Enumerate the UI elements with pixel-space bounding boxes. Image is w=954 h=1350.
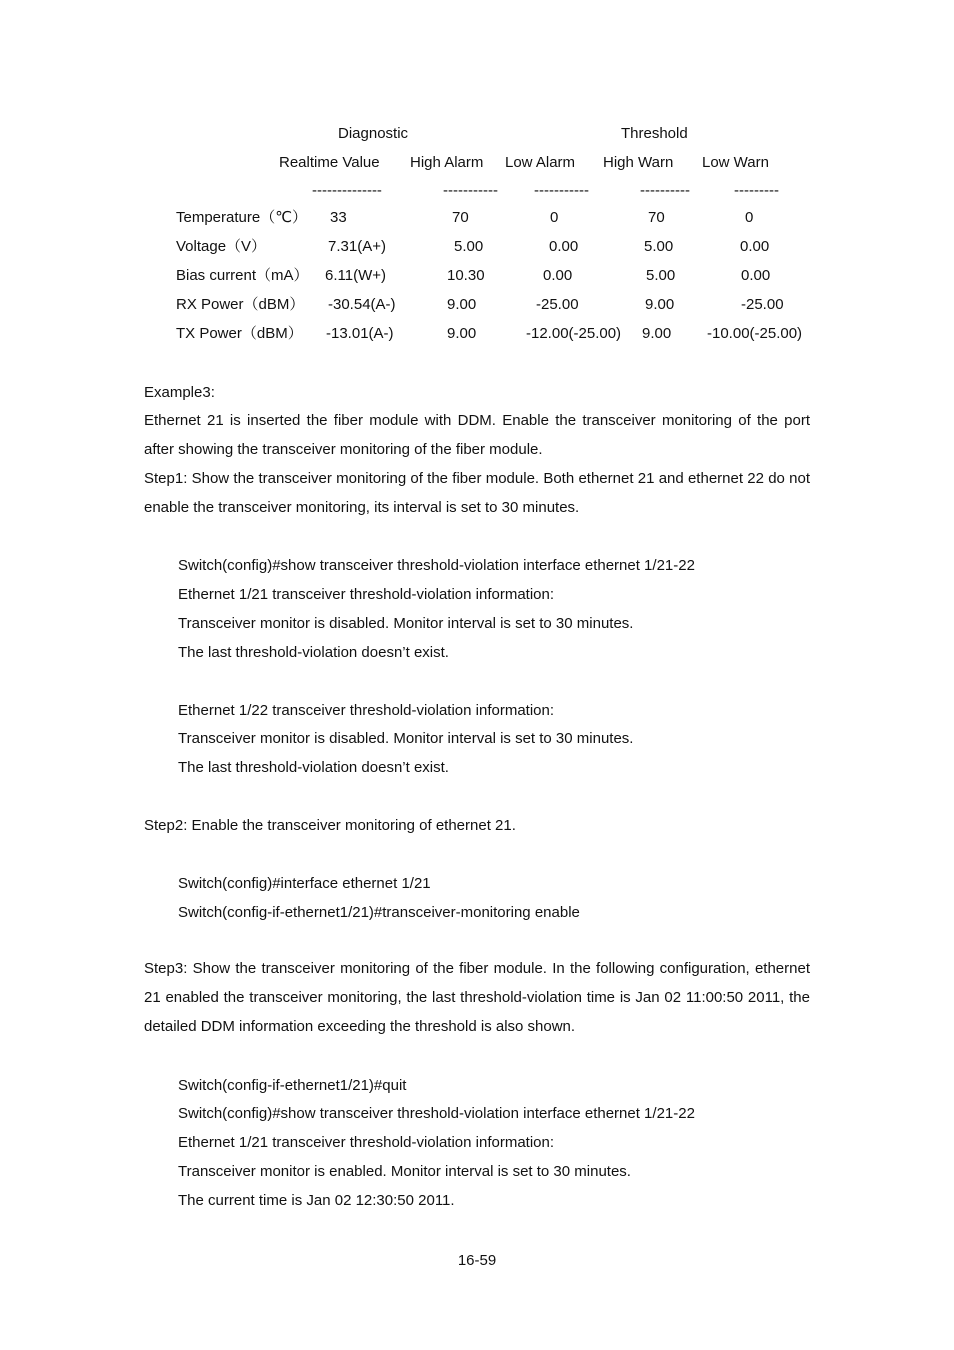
column-separator: ----------- [534,182,589,199]
table-cell: 6.11(W+) [325,267,386,284]
code-line: Transceiver monitor is disabled. Monitor interval is set to 30 minutes. [178,615,634,632]
table-cell: 9.00 [645,296,675,313]
column-separator: ---------- [640,182,690,199]
column-separator: -------------- [312,182,382,199]
table-cell: 5.00 [646,267,676,284]
code-line: Ethernet 1/21 transceiver threshold-violation information: [178,1134,555,1151]
intro-paragraph: Ethernet 21 is inserted the fiber module with DDM. Enable the transceiver monitoring of the port after showing the transceiver monitoring of the fiber module. [144,412,810,458]
column-separator: --------- [734,182,779,199]
column-separator: ----------- [443,182,498,199]
column-header-low-alarm: Low Alarm [505,154,576,171]
column-header-high-alarm: High Alarm [410,154,484,171]
table-cell: -30.54(A-) [328,296,396,313]
code-line: Switch(config)#show transceiver threshold-violation interface ethernet 1/21-22 [178,1105,695,1122]
row-label: Bias current（mA） [176,267,309,284]
code-line: The current time is Jan 02 12:30:50 2011. [178,1192,455,1209]
step3-paragraph: Step3: Show the transceiver monitoring of the fiber module. In the following configuration, ethernet 21 enabled the transceiver monitoring, the last threshold-violation time is Jan 02 11:00:50 2011, the detailed DDM information exceeding the threshold is also shown. [144,960,810,1035]
column-header-realtime: Realtime Value [279,154,380,171]
table-cell: 33 [330,209,347,226]
code-line: The last threshold-violation doesn’t exist. [178,644,449,661]
table-cell: 9.00 [447,325,477,342]
table-cell: 0 [550,209,559,226]
table-cell: 5.00 [644,238,674,255]
table-cell: 0.00 [741,267,771,284]
code-line: Transceiver monitor is enabled. Monitor interval is set to 30 minutes. [178,1163,631,1180]
table-cell: 70 [648,209,665,226]
table-cell: 10.30 [447,267,485,284]
table-cell: 70 [452,209,469,226]
table-cell: 5.00 [454,238,484,255]
step2-paragraph: Step2: Enable the transceiver monitoring of ethernet 21. [144,817,516,834]
code-line: The last threshold-violation doesn’t exist. [178,759,449,776]
column-header-high-warn: High Warn [603,154,674,171]
group-header-threshold: Threshold [621,125,688,142]
row-label: RX Power（dBM） [176,296,305,313]
row-label: Voltage（V） [176,238,267,255]
table-cell: 7.31(A+) [328,238,386,255]
code-line: Ethernet 1/22 transceiver threshold-violation information: [178,702,555,719]
column-header-low-warn: Low Warn [702,154,769,171]
table-cell: -25.00 [741,296,784,313]
table-cell: 9.00 [447,296,477,313]
table-cell: 9.00 [642,325,672,342]
table-cell: -25.00 [536,296,579,313]
row-label: Temperature（℃） [176,209,308,226]
table-cell: -10.00(-25.00) [707,325,803,342]
table-cell: 0 [745,209,754,226]
code-line: Switch(config-if-ethernet1/21)#quit [178,1077,407,1094]
code-line: Transceiver monitor is disabled. Monitor interval is set to 30 minutes. [178,730,634,747]
table-cell: 0.00 [740,238,770,255]
table-cell: 0.00 [543,267,573,284]
table-cell: 0.00 [549,238,579,255]
page-number: 16-59 [457,1252,497,1269]
code-line: Switch(config)#interface ethernet 1/21 [178,875,431,892]
code-line: Ethernet 1/21 transceiver threshold-violation information: [178,586,555,603]
example-heading: Example3: [144,384,215,401]
step1-paragraph: Step1: Show the transceiver monitoring of the fiber module. Both ethernet 21 and ethernet 22 do not enable the transceiver monitoring, its interval is set to 30 minutes. [144,470,810,516]
group-header-diagnostic: Diagnostic [338,125,409,142]
row-label: TX Power（dBM） [176,325,303,342]
code-line: Switch(config-if-ethernet1/21)#transceiver-monitoring enable [178,904,580,921]
code-line: Switch(config)#show transceiver threshold-violation interface ethernet 1/21-22 [178,557,695,574]
table-cell: -12.00(-25.00) [526,325,622,342]
table-cell: -13.01(A-) [326,325,394,342]
